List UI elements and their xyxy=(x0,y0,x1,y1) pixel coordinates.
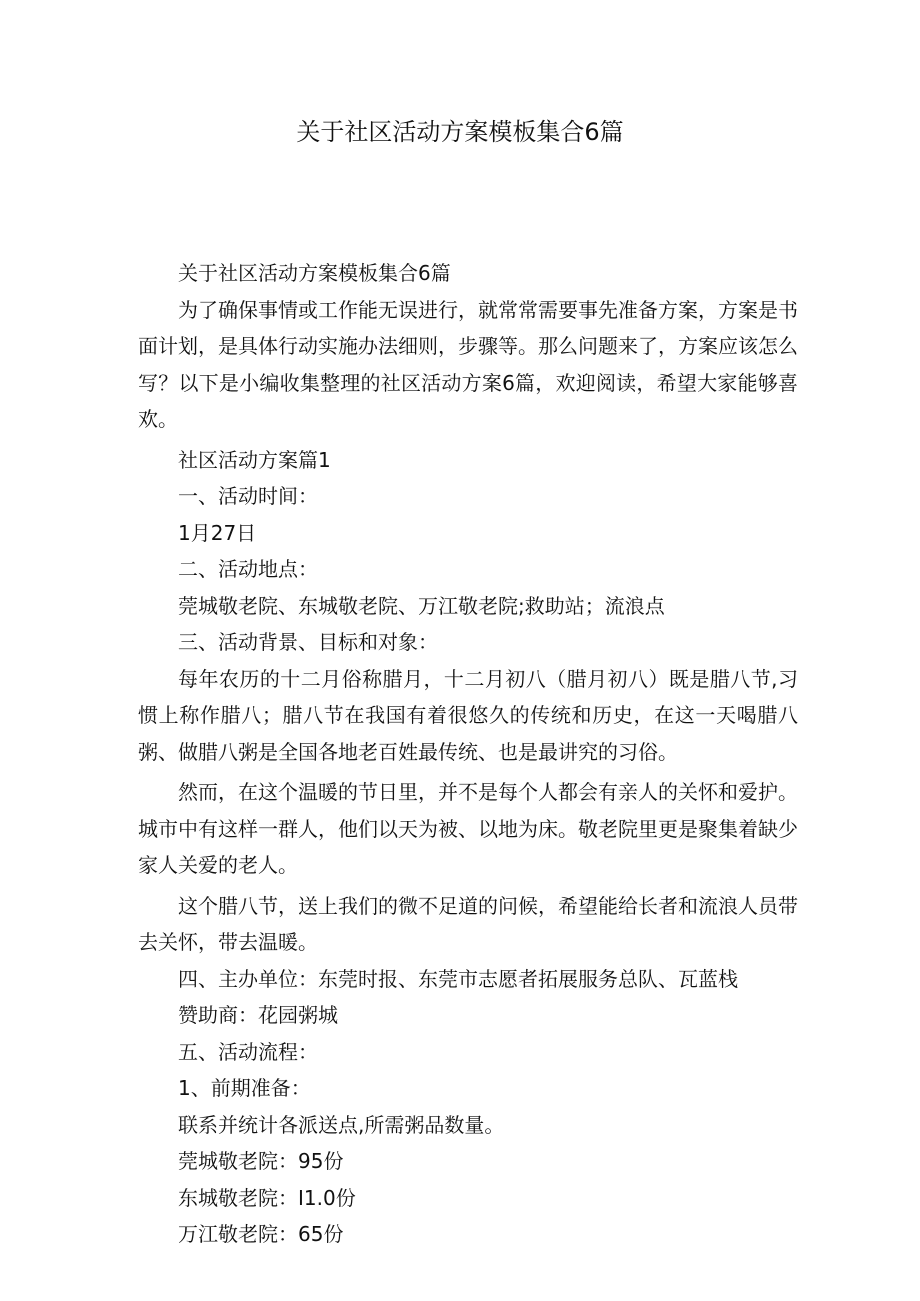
step-preparation-detail: 联系并统计各派送点,所需粥品数量。 xyxy=(178,1112,505,1137)
section-title: 社区活动方案篇1 xyxy=(178,447,331,472)
background-paragraph-1: 每年农历的十二月俗称腊月，十二月初八（腊月初八）既是腊八节,习惯上称作腊八；腊八节在我国有着很悠久的传统和历史，在这一天喝腊八粥、做腊八粥是全国各地老百姓最传统、也是最讲究的习俗。 xyxy=(138,666,798,764)
step-preparation: 1、前期准备： xyxy=(178,1076,311,1100)
background-paragraph-2: 然而，在这个温暖的节日里，并不是每个人都会有亲人的关怀和爱护。城市中有这样一群人，他们以天为被、以地为床。敬老院里更是聚集着缺少家人关爱的老人。 xyxy=(138,780,798,877)
item-value-location: 莞城敬老院、东城敬老院、万江敬老院;救助站；流浪点 xyxy=(178,593,665,618)
item-value-time: 1月27日 xyxy=(178,520,257,545)
item-heading-location: 二、活动地点： xyxy=(178,557,318,581)
background-paragraph-3: 这个腊八节，送上我们的微不足道的问候，希望能给长者和流浪人员带去关怀，带去温暖。 xyxy=(138,893,798,954)
document-title: 关于社区活动方案模板集合6篇 xyxy=(296,118,624,146)
item-heading-process: 五、活动流程： xyxy=(178,1039,318,1064)
item-heading-background: 三、活动背景、目标和对象： xyxy=(178,630,438,654)
count-dongcheng: 东城敬老院：I1.0份 xyxy=(178,1185,356,1210)
body-heading: 关于社区活动方案模板集合6篇 xyxy=(178,261,451,285)
document-body xyxy=(138,255,798,1253)
count-wanjiang: 万江敬老院：65份 xyxy=(178,1222,344,1246)
item-sponsor: 赞助商：花园粥城 xyxy=(178,1003,338,1027)
item-organizer: 四、主办单位：东莞时报、东莞市志愿者拓展服务总队、瓦蓝栈 xyxy=(178,966,738,991)
intro-paragraph: 为了确保事情或工作能无误进行，就常常需要事先准备方案，方案是书面计划，是具体行动实施办法细则，步骤等。那么问题来了，方案应该怎么写？以下是小编收集整理的社区活动方案6篇，欢迎阅读，希望大家能够喜欢。 xyxy=(138,297,798,431)
count-guancheng: 莞城敬老院：95份 xyxy=(178,1149,344,1173)
item-heading-time: 一、活动时间： xyxy=(178,484,318,508)
